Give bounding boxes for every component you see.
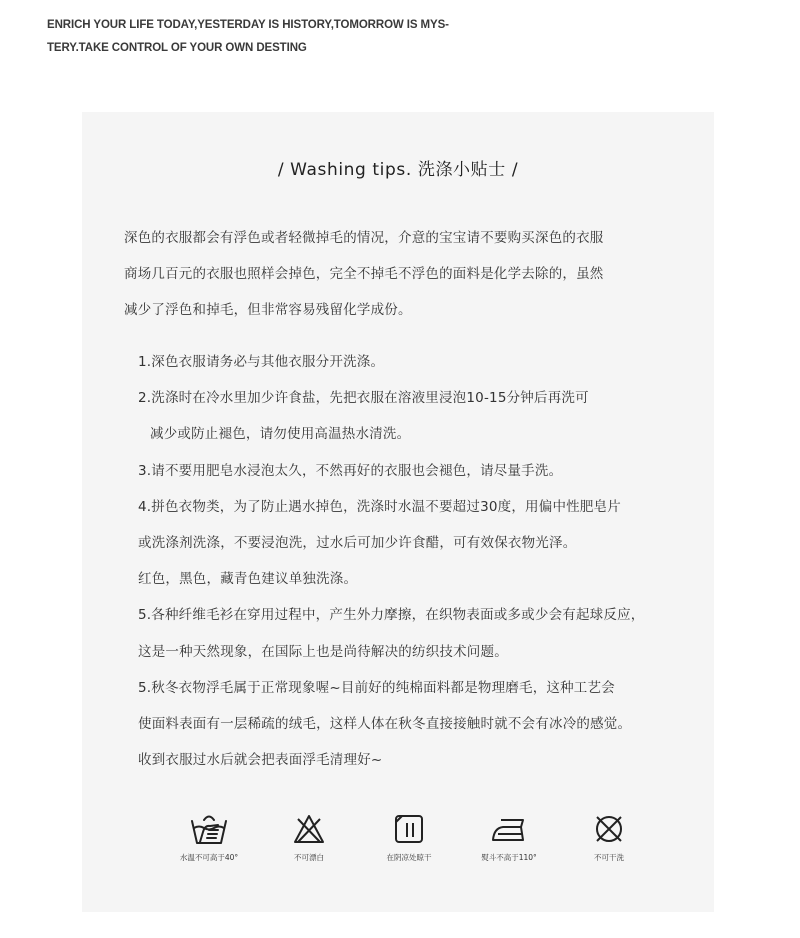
care-icons-row [144,812,664,882]
tip-line: 5.各种纤维毛衫在穿用过程中，产生外力摩擦，在织物表面或多或少会有起球反应， [138,607,645,624]
slogan [47,14,517,60]
slogan-line-1: ENRICH YOUR LIFE TODAY,YESTERDAY IS HISTORY,TOMORROW IS MYS- [47,19,449,31]
care-item-no-dry-clean [559,812,659,863]
tip-line: 2.洗涤时在冷水里加少许食盐，先把衣服在溶液里浸泡10-15分钟后再洗可 [138,390,589,407]
shade-dry-icon [392,812,426,846]
tip-line: 红色，黑色，藏青色建议单独洗涤。 [138,571,358,588]
care-item-no-bleach [259,812,359,863]
intro-line: 深色的衣服都会有浮色或者轻微掉毛的情况，介意的宝宝请不要购买深色的衣服 [124,230,604,246]
tip-line: 或洗涤剂洗涤，不要浸泡洗，过水后可加少许食醋，可有效保衣物光泽。 [138,534,577,551]
no-bleach-icon [292,812,326,846]
intro-line: 减少了浮色和掉毛，但非常容易残留化学成份。 [124,302,412,318]
intro-paragraph [124,220,704,328]
care-item-iron [459,812,559,863]
no-dry-clean-icon [592,812,626,846]
tip-line: 这是一种天然现象，在国际上也是尚待解决的纺织技术问题。 [138,643,508,660]
hand-wash-icon [189,812,229,846]
care-label: 水温不可高于40° [179,853,239,862]
iron-icon [489,812,529,846]
tips-list [138,344,708,778]
care-label: 不可干洗 [594,853,624,862]
tip-line: 收到衣服过水后就会把表面浮毛清理好~ [138,752,383,769]
tip-line: 4.拼色衣物类，为了防止遇水掉色，洗涤时水温不要超过30度，用偏中性肥皂片 [138,498,621,515]
tip-line: 3.请不要用肥皂水浸泡太久，不然再好的衣服也会褪色，请尽量手洗。 [138,462,563,479]
washing-tips-card [82,112,714,912]
care-label: 熨斗不高于110° [481,853,537,862]
tip-line: 减少或防止褪色，请勿使用高温热水清洗。 [150,426,411,443]
intro-line: 商场几百元的衣服也照样会掉色，完全不掉毛不浮色的面料是化学去除的，虽然 [124,266,604,282]
slogan-line-2: TERY.TAKE CONTROL OF YOUR OWN DESTING [47,42,307,54]
page-title: / Washing tips. 洗涤小贴士 / [277,160,519,180]
tip-line: 1.深色衣服请务必与其他衣服分开洗涤。 [138,354,385,370]
care-item-shade-dry [359,812,459,863]
tip-line: 使面料表面有一层稀疏的绒毛，这样人体在秋冬直接接触时就不会有冰冷的感觉。 [138,715,632,732]
care-label: 不可漂白 [294,853,324,862]
care-item-hand-wash [159,812,259,863]
tip-line: 5.秋冬衣物浮毛属于正常现象喔~目前好的纯棉面料都是物理磨毛，这种工艺会 [138,679,615,696]
care-label: 在阴凉处晾干 [386,853,432,862]
